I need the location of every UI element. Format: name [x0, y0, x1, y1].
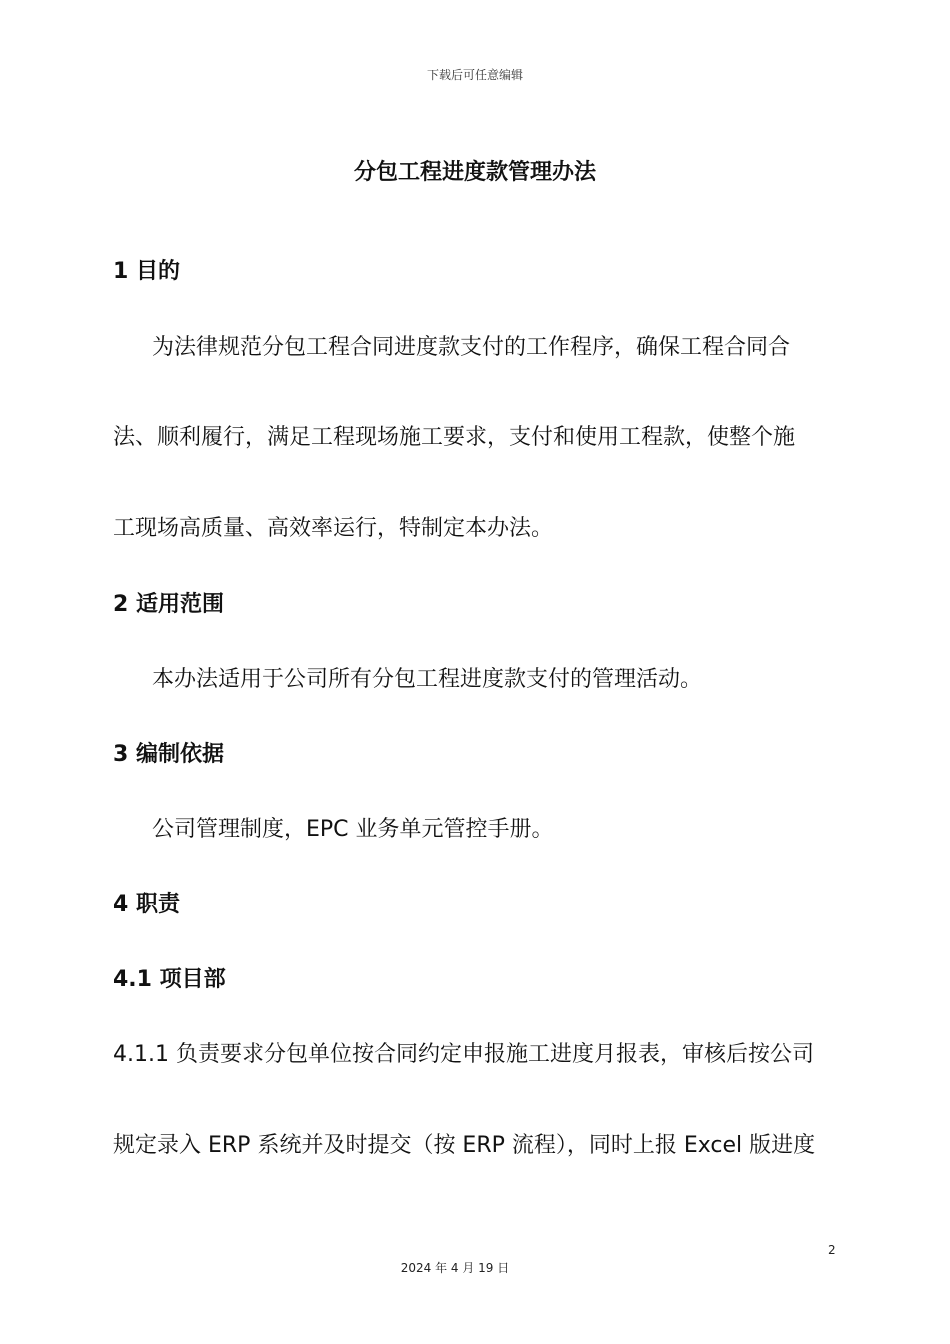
paragraph-line: 规定录入 ERP 系统并及时提交（按 ERP 流程），同时上报 Excel 版进度	[113, 1133, 816, 1158]
paragraph-line: 工现场高质量、高效率运行，特制定本办法。	[113, 516, 554, 541]
page-number: 2	[828, 1243, 836, 1257]
paragraph-line: 4.1.1 负责要求分包单位按合同约定申报施工进度月报表，审核后按公司	[113, 1042, 814, 1067]
footer-date: 2024 年 4 月 19 日	[400, 1261, 510, 1275]
subsection-heading-project-dept: 4.1 项目部	[113, 967, 226, 992]
document-title: 分包工程进度款管理办法	[353, 160, 596, 185]
page-header: 下载后可任意编辑	[426, 68, 523, 82]
paragraph-line: 法、顺利履行，满足工程现场施工要求，支付和使用工程款，使整个施	[113, 425, 796, 450]
section-heading-scope: 2 适用范围	[113, 592, 224, 617]
paragraph-line: 公司管理制度，EPC 业务单元管控手册。	[152, 817, 554, 842]
section-heading-basis: 3 编制依据	[113, 742, 224, 767]
paragraph-line: 为法律规范分包工程合同进度款支付的工作程序，确保工程合同合	[152, 335, 791, 360]
section-heading-responsibilities: 4 职责	[113, 892, 180, 917]
section-heading-purpose: 1 目的	[113, 259, 180, 284]
paragraph-line: 本办法适用于公司所有分包工程进度款支付的管理活动。	[152, 667, 703, 692]
